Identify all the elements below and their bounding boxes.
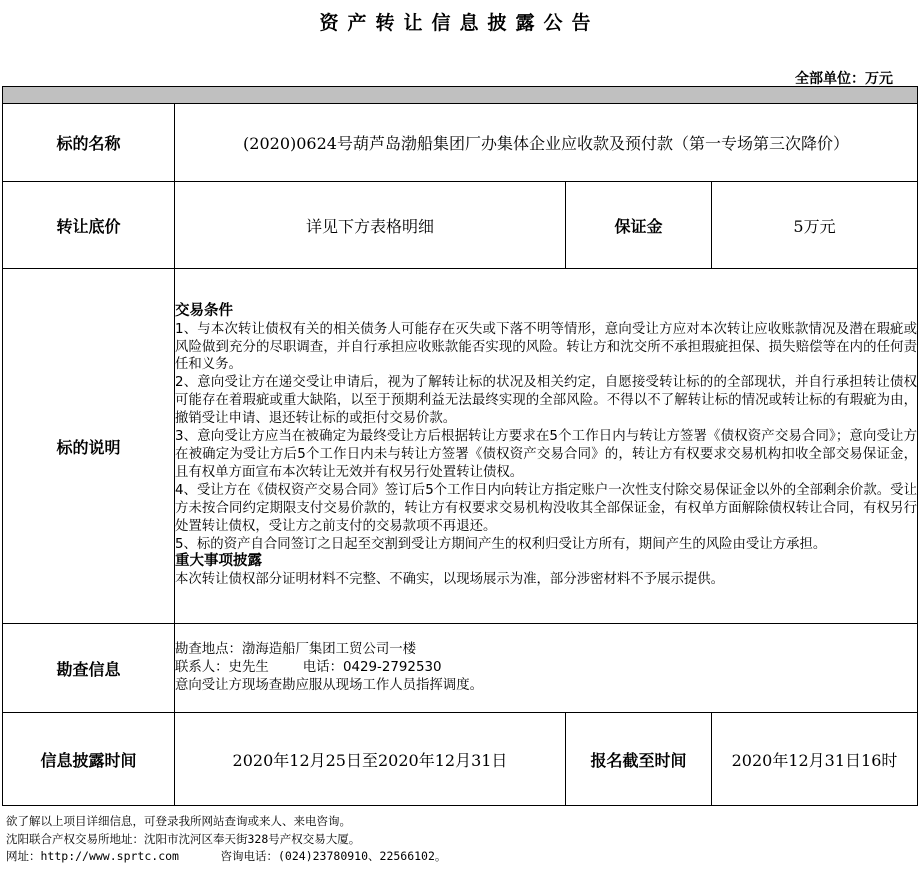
- conditions-title: 交易条件: [175, 302, 233, 319]
- row-survey: [3, 624, 918, 713]
- target-name-value: (2020)0624号葫芦岛渤船集团厂办集体企业应收款及预付款（第一专场第三次降价）: [175, 104, 918, 182]
- footer-line: 欲了解以上项目详细信息，可登录我所网站查询或来人、来电咨询。: [6, 814, 351, 828]
- description-content: [175, 269, 918, 624]
- survey-location: 勘查地点：渤海造船厂集团工贸公司一楼: [175, 642, 417, 658]
- row-target-name: [3, 104, 918, 182]
- survey-note: 意向受让方现场查勘应服从现场工作人员指挥调度。: [175, 677, 483, 693]
- unit-note: 全部单位：万元: [795, 71, 893, 87]
- notice-table: [2, 86, 918, 806]
- row-description: [3, 269, 918, 624]
- condition-item: 3、意向受让方应当在被确定为最终受让方后根据转让方要求在5个工作日内与转让方签署《债权资产交易合同》；意向受让方在被确定为受让方后5个工作日内未与转让方签署《债权资产交易合同》的，转让方有权要求交易机构扣收全部交易保证金，且有权单方面宣布本次转让无效并有权另行处置转让债权。: [175, 429, 917, 480]
- deadline-value: 2020年12月31日16时: [712, 713, 918, 806]
- footer-address: 沈阳联合产权交易所地址：沈阳市沈河区奉天街328号产权交易大厦。: [6, 831, 361, 846]
- reserve-price-label: 转让底价: [3, 182, 175, 269]
- survey-label: 勘查信息: [3, 624, 175, 713]
- survey-contact: 联系人：史先生 电话：0429-2792530: [175, 660, 442, 676]
- target-name-label: 标的名称: [3, 104, 175, 182]
- condition-item: 2、意向受让方在递交受让申请后，视为了解转让标的状况及相关约定，自愿接受转让标的的全部现状，并自行承担转让债权可能存在着瑕疵或重大缺陷，以至于预期利益无法最终实现的全部风险。不得以不了解转让标的情况或转让标的有瑕疵为由，撤销受让申请、退还转让标的或拒付交易价款。: [175, 375, 917, 427]
- condition-item: 1、与本次转让债权有关的相关债务人可能存在灭失或下落不明等情形，意向受让方应对本次转让应收账款情况及潜在瑕疵或风险做到充分的尽职调查，并自行承担应收账款能否实现的风险。转让方和沈交所不承担瑕疵担保、损失赔偿等在内的任何责任和义务。: [175, 321, 917, 373]
- condition-item: 4、受让方在《债权资产交易合同》签订后5个工作日内向转让方指定账户一次性支付除交易保证金以外的全部剩余价款。受让方未按合同约定期限支付交易价款的，转让方有权要求交易机构没收其全部保证金，有权单方面解除债权转让合同，有权另行处置转让债权，受让方之前支付的交易款项不再退还。: [175, 482, 917, 534]
- disclosure-text: 本次转让债权部分证明材料不完整、不确实，以现场展示为准，部分涉密材料不予展示提供。: [175, 572, 725, 588]
- condition-item: 5、标的资产自合同签订之日起至交割到受让方期间产生的权利归受让方所有，期间产生的风险由受让方承担。: [175, 536, 827, 552]
- footer-info: [6, 813, 446, 866]
- deadline-label: 报名截至时间: [566, 713, 712, 806]
- description-label: 标的说明: [3, 269, 175, 624]
- disclosure-period-value: 2020年12月25日至2020年12月31日: [175, 713, 566, 806]
- survey-content: [175, 624, 918, 713]
- header-gray-bar: [3, 87, 918, 104]
- disclosure-title: 重大事项披露: [175, 553, 262, 570]
- row-disclosure-period: [3, 713, 918, 806]
- footer-contact: 网址：http://www.sprtc.com 咨询电话：(024)23780910、22566102。: [6, 849, 447, 863]
- deposit-label: 保证金: [566, 182, 712, 269]
- deposit-value: 5万元: [712, 182, 918, 269]
- disclosure-period-label: 信息披露时间: [3, 713, 175, 806]
- row-reserve-price: [3, 182, 918, 269]
- page-title: 资产转让信息披露公告: [319, 12, 600, 34]
- reserve-price-value: 详见下方表格明细: [175, 182, 566, 269]
